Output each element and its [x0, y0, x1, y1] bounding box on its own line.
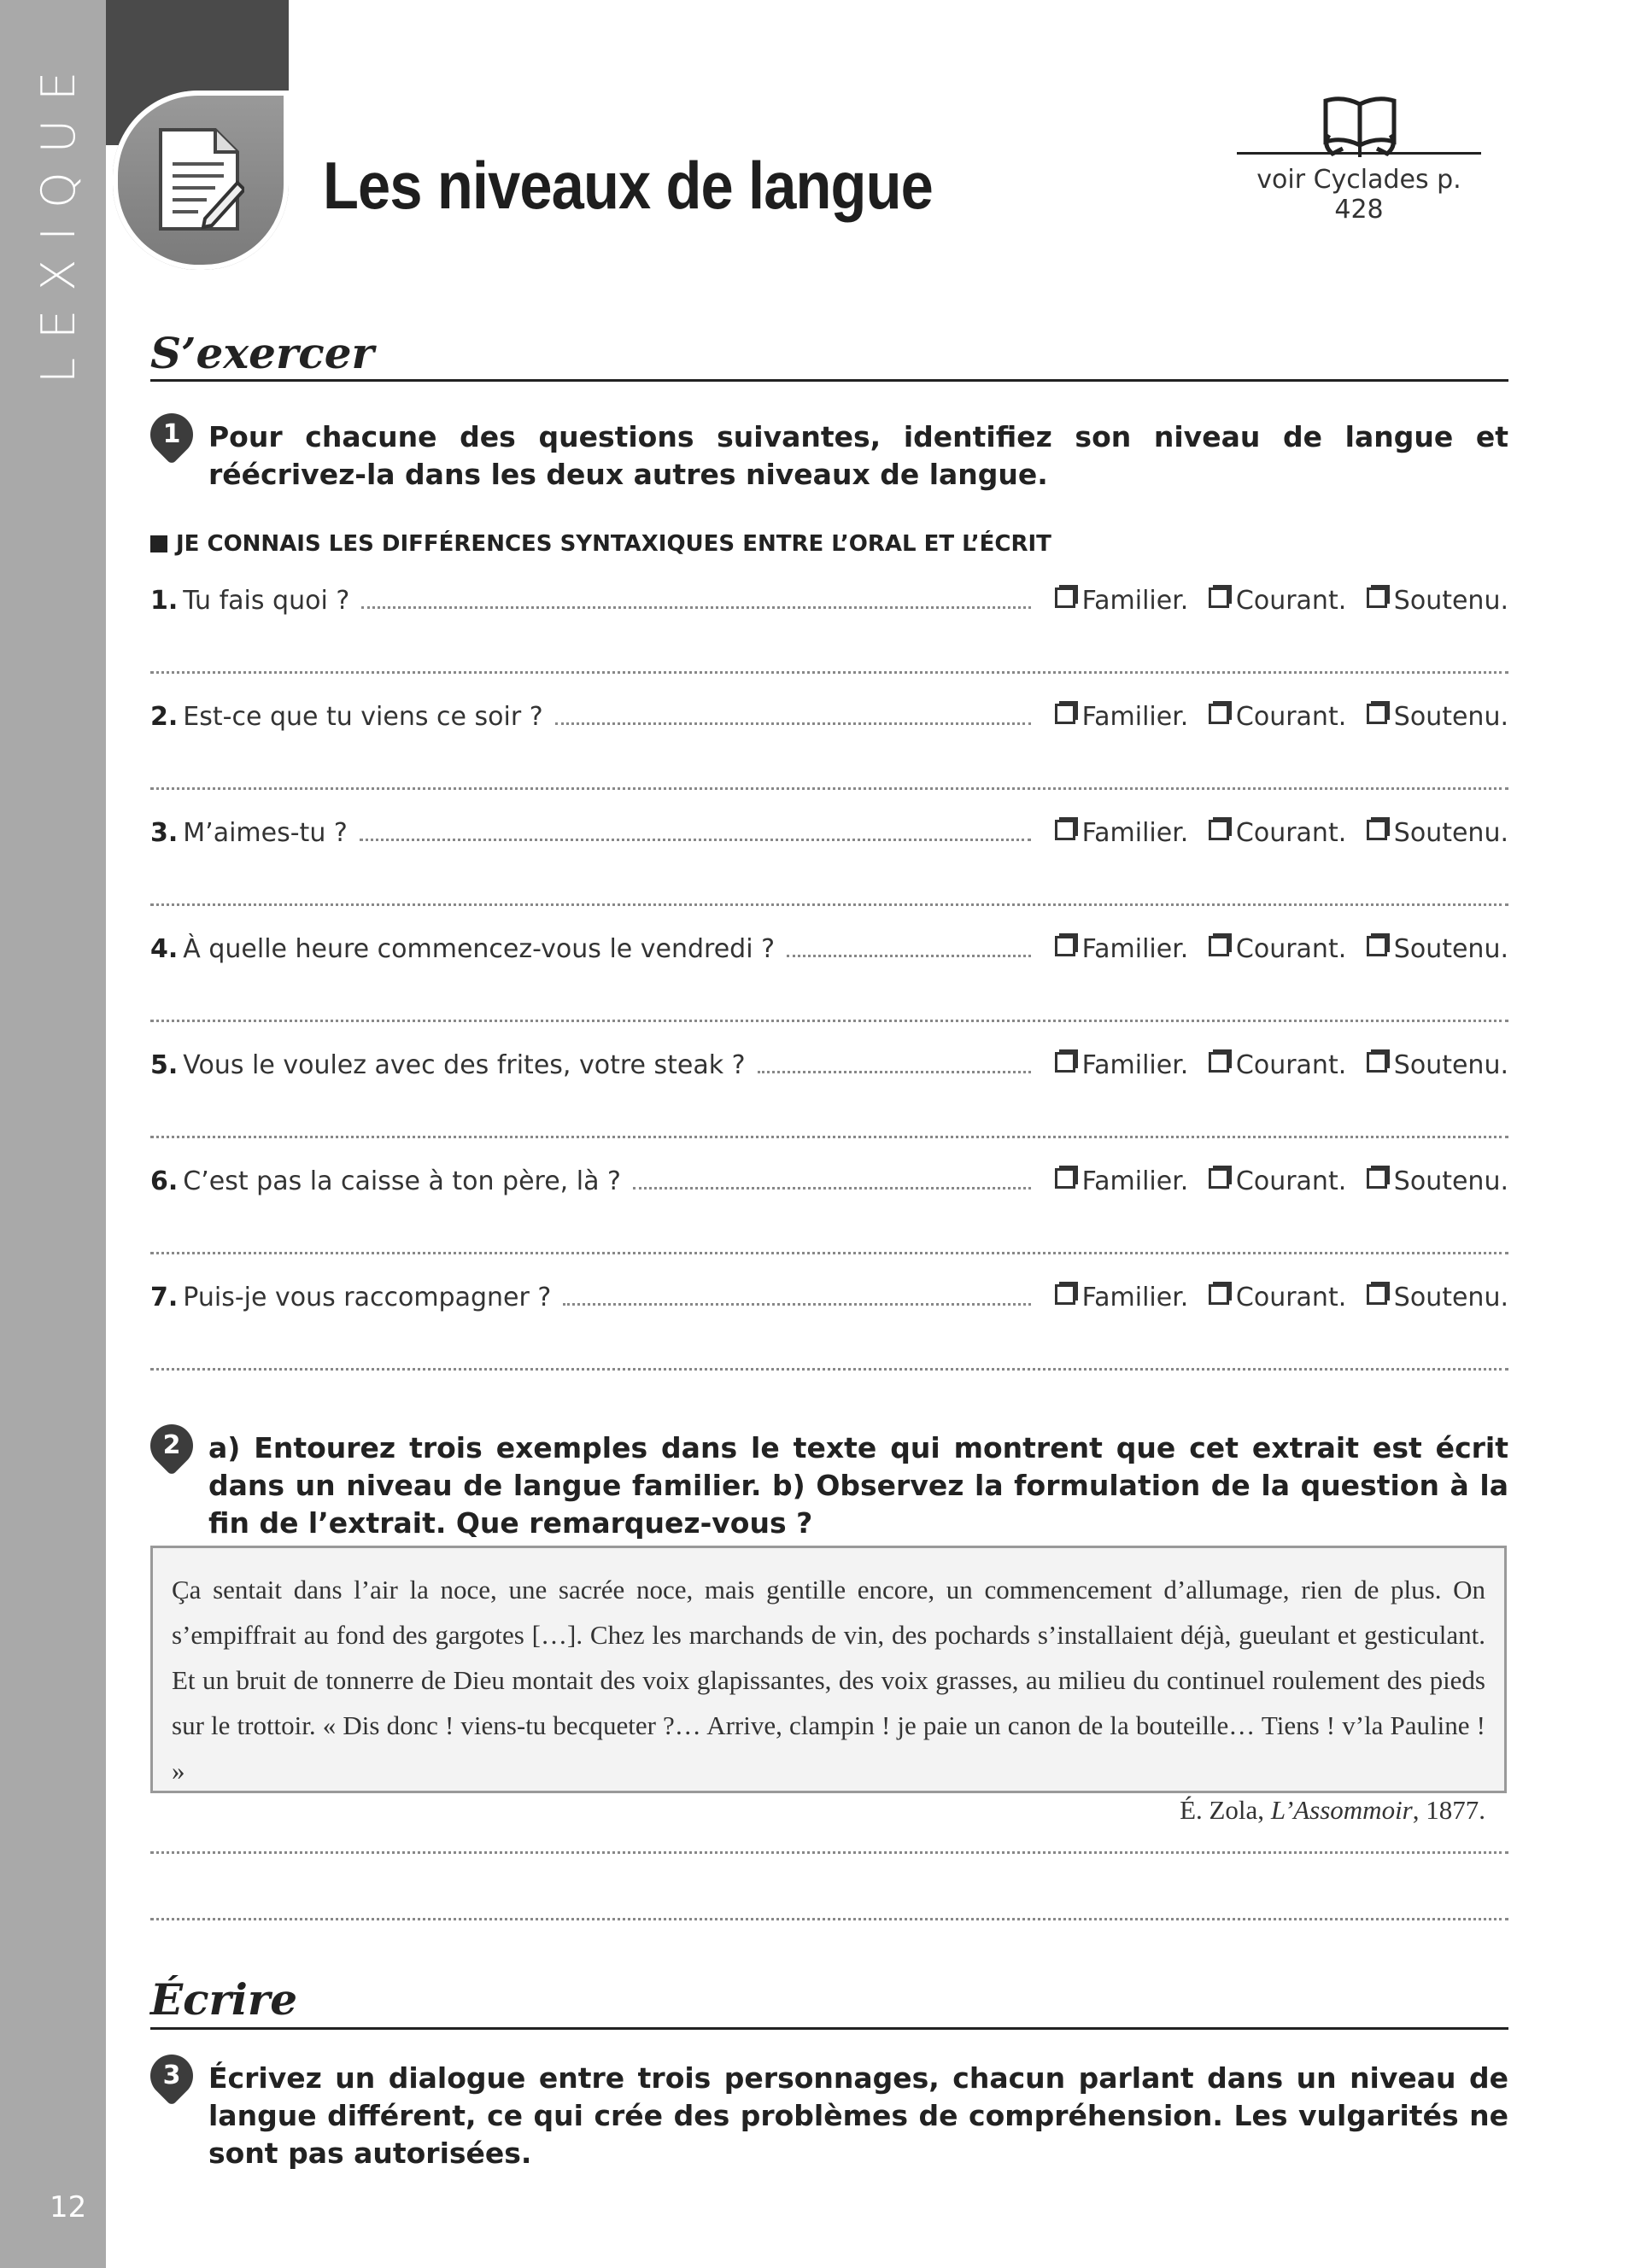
square-bullet-icon	[150, 535, 167, 552]
checkbox-familier[interactable]: Familier.	[1055, 1166, 1189, 1196]
checkbox-courant[interactable]: Courant.	[1209, 586, 1346, 616]
question-text: C’est pas la caisse à ton père, là ?	[183, 1166, 621, 1196]
quote-box	[150, 1546, 1507, 1825]
level-options	[1043, 818, 1508, 848]
question-row: 6. C’est pas la caisse à ton père, là ? Familier. Courant. Soutenu.	[150, 1166, 1508, 1196]
answer-line[interactable]	[555, 702, 1031, 725]
question-row: 5. Vous le voulez avec des frites, votre steak ? Familier. Courant. Soutenu.	[150, 1050, 1508, 1080]
question-text: À quelle heure commencez-vous le vendredi ?	[183, 934, 776, 964]
checkbox-familier[interactable]: Familier.	[1055, 1283, 1189, 1312]
answer-line[interactable]	[150, 1851, 1508, 1854]
question-row: 2. Est-ce que tu viens ce soir ? Familier. Courant. Soutenu.	[150, 702, 1508, 732]
answer-line[interactable]	[150, 1918, 1508, 1920]
checkbox-soutenu[interactable]: Soutenu.	[1367, 1050, 1508, 1080]
answer-line[interactable]	[150, 1252, 1508, 1254]
question-text: M’aimes-tu ?	[183, 818, 348, 848]
level-options	[1043, 586, 1508, 616]
checkbox-courant[interactable]: Courant.	[1209, 1166, 1346, 1196]
exercise-number-badge: 2	[142, 1416, 202, 1476]
checkbox-courant[interactable]: Courant.	[1209, 934, 1346, 964]
exercise-3-instruction: Écrivez un dialogue entre trois personnages, chacun parlant dans un niveau de langue différent, ce qui crée des problèmes de compréhension. Les vulgarités ne sont pas autorisées.	[208, 2061, 1508, 2170]
section-title-ecrire: Écrire	[150, 1974, 298, 2025]
answer-line[interactable]	[150, 787, 1508, 790]
checkbox-soutenu[interactable]: Soutenu.	[1367, 934, 1508, 964]
quote-source: É. Zola, L’Assommoir, 1877.	[1180, 1795, 1485, 1825]
answer-line[interactable]	[150, 903, 1508, 906]
checkbox-soutenu[interactable]: Soutenu.	[1367, 702, 1508, 732]
answer-line[interactable]	[150, 671, 1508, 674]
reference-block	[1237, 92, 1481, 225]
exercise-1-instruction: Pour chacune des questions suivantes, identifiez son niveau de langue et réécrivez-la dans les deux autres niveaux de langue.	[208, 420, 1508, 491]
checkbox-soutenu[interactable]: Soutenu.	[1367, 818, 1508, 848]
exercise-number-badge: 1	[142, 405, 202, 465]
reference-text: voir Cyclades p. 428	[1256, 165, 1461, 225]
quote-text: Ça sentait dans l’air la noce, une sacrée noce, mais gentille encore, un commencement d’allumage, rien de plus. On s’empiffrait au fond des gargotes […]. Chez les marchands de vin, des pochards s’installaient déjà, gueulant et gesticulant. Et un bruit de tonnerre de Dieu montait des voix glapissantes, des voix grasses, au milieu du continuel roulement des pieds sur le trottoir. « Dis donc ! viens-tu becqueter ?… Arrive, clampin ! je paie un canon de la bouteille… Tiens ! v’la Pauline ! »	[172, 1575, 1485, 1786]
header-badge	[113, 91, 289, 270]
question-text: Tu fais quoi ?	[183, 586, 350, 616]
answer-line[interactable]	[150, 1368, 1508, 1371]
checkbox-courant[interactable]: Courant.	[1209, 818, 1346, 848]
checkbox-familier[interactable]: Familier.	[1055, 586, 1189, 616]
exercise-2-instruction: a) Entourez trois exemples dans le texte qui montrent que cet extrait est écrit dans un niveau de langue familier. b) Observez la formulation de la question à la fin de l’extrait. Que remarquez-vous ?	[208, 1431, 1508, 1540]
section-title-exercer: S’exercer	[150, 328, 374, 378]
page-title: Les niveaux de langue	[323, 148, 933, 223]
level-options	[1043, 1050, 1508, 1080]
checkbox-courant[interactable]: Courant.	[1209, 1283, 1346, 1312]
checkbox-soutenu[interactable]: Soutenu.	[1367, 586, 1508, 616]
sidebar-label: LEXIQUE	[32, 52, 85, 383]
checkbox-familier[interactable]: Familier.	[1055, 934, 1189, 964]
checkbox-familier[interactable]: Familier.	[1055, 702, 1189, 732]
checkbox-familier[interactable]: Familier.	[1055, 818, 1189, 848]
section-rule	[150, 379, 1508, 382]
section-rule	[150, 2027, 1508, 2030]
answer-line[interactable]	[563, 1283, 1030, 1306]
level-options	[1043, 934, 1508, 964]
answer-line[interactable]	[758, 1050, 1031, 1073]
answer-line[interactable]	[360, 818, 1031, 841]
level-options	[1043, 702, 1508, 732]
answer-line[interactable]	[361, 586, 1030, 609]
document-pencil-icon	[155, 126, 244, 232]
page-number: 12	[50, 2190, 87, 2224]
question-text: Puis-je vous raccompagner ?	[183, 1283, 552, 1312]
exercise-number-badge: 3	[142, 2046, 202, 2107]
question-row: 3. M’aimes-tu ? Familier. Courant. Soutenu.	[150, 818, 1508, 848]
checkbox-courant[interactable]: Courant.	[1209, 1050, 1346, 1080]
level-options	[1043, 1166, 1508, 1196]
answer-line[interactable]	[150, 1020, 1508, 1022]
question-row: 7. Puis-je vous raccompagner ? Familier. Courant. Soutenu.	[150, 1283, 1508, 1312]
question-row: 4. À quelle heure commencez-vous le vendredi ? Familier. Courant. Soutenu.	[150, 934, 1508, 964]
answer-line[interactable]	[787, 934, 1031, 957]
checkbox-soutenu[interactable]: Soutenu.	[1367, 1166, 1508, 1196]
checkbox-soutenu[interactable]: Soutenu.	[1367, 1283, 1508, 1312]
reading-book-icon	[1317, 92, 1403, 157]
checkbox-courant[interactable]: Courant.	[1209, 702, 1346, 732]
answer-line[interactable]	[150, 1136, 1508, 1138]
question-text: Vous le voulez avec des frites, votre steak ?	[183, 1050, 746, 1080]
question-row: 1. Tu fais quoi ? Familier. Courant. Soutenu.	[150, 586, 1508, 616]
answer-line[interactable]	[633, 1166, 1031, 1190]
level-options	[1043, 1283, 1508, 1312]
question-text: Est-ce que tu viens ce soir ?	[183, 702, 543, 732]
exercise-1-subheading: JE CONNAIS LES DIFFÉRENCES SYNTAXIQUES ENTRE L’ORAL ET L’ÉCRIT	[150, 531, 1051, 557]
checkbox-familier[interactable]: Familier.	[1055, 1050, 1189, 1080]
